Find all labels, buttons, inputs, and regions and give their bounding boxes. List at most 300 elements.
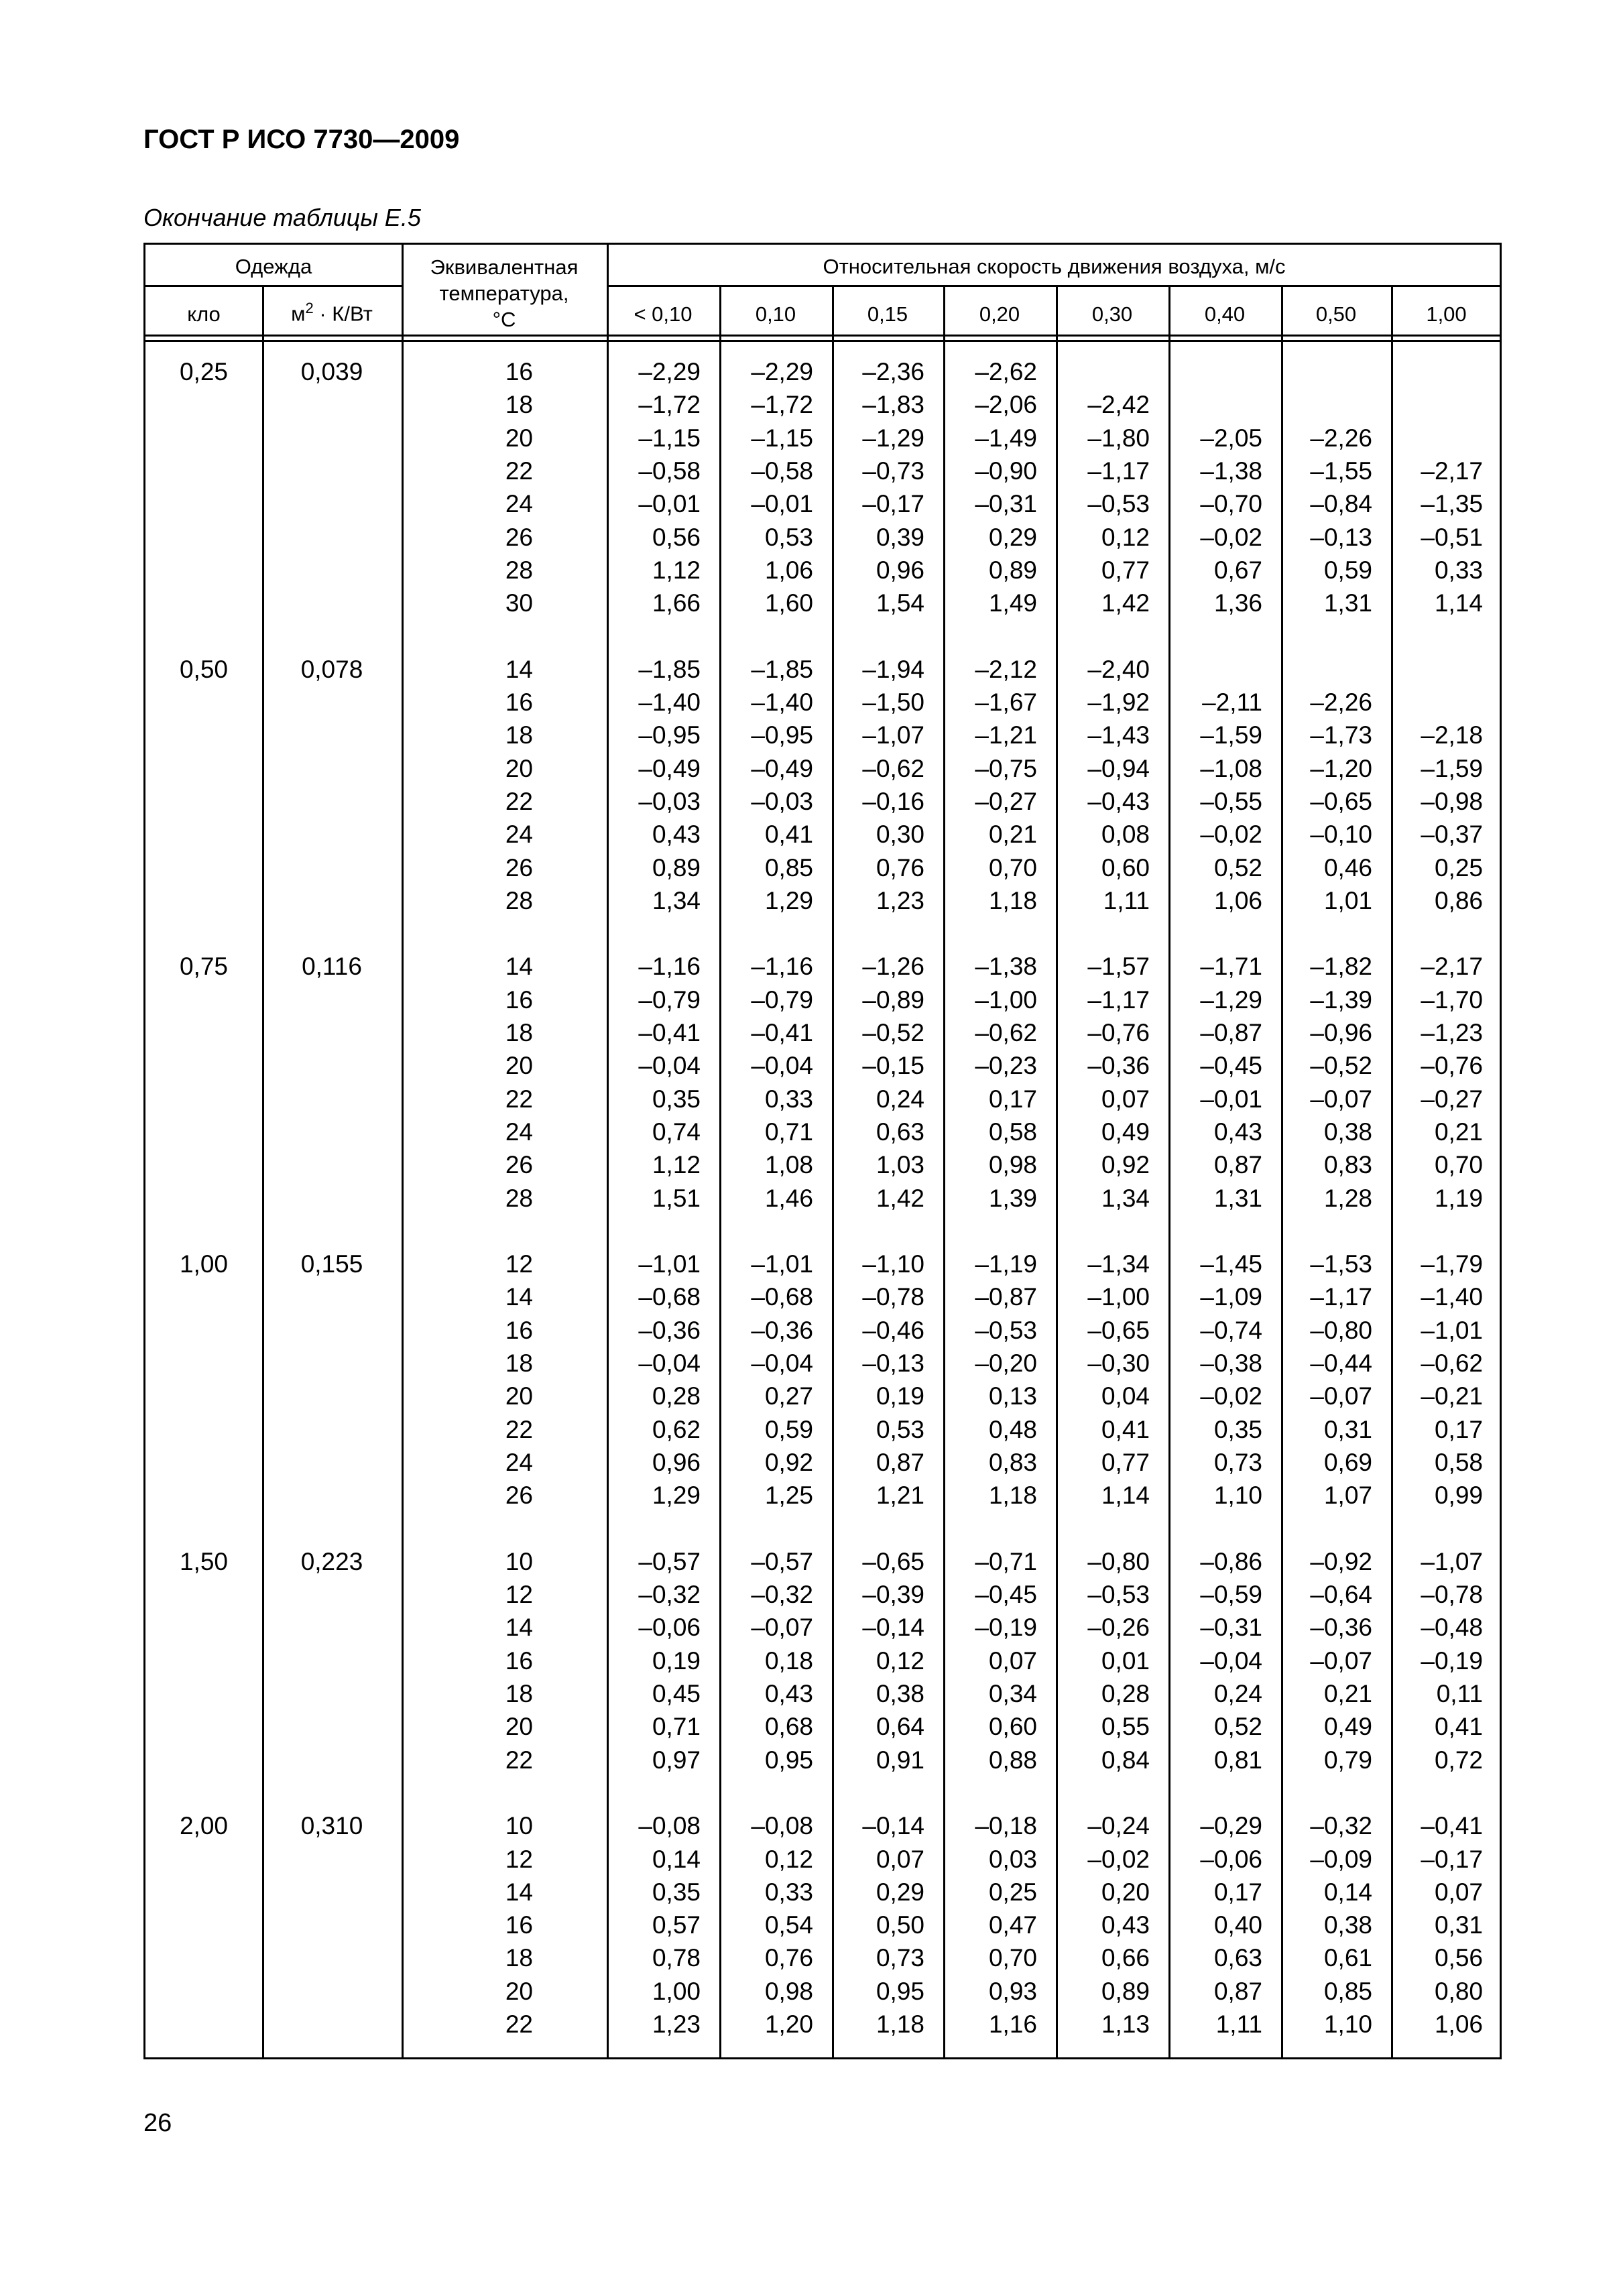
pmv-value: –0,04 [751, 1052, 813, 1080]
pmv-value: –1,80 [1087, 424, 1150, 452]
pmv-value: 1,66 [652, 589, 701, 617]
temperature-value: 18 [505, 1944, 533, 1972]
temperature-value: 12 [505, 1250, 533, 1278]
clo-value: 0,75 [179, 953, 228, 981]
pmv-value: –1,85 [751, 655, 813, 683]
pmv-value: –1,19 [975, 1250, 1037, 1278]
header-m2-sup: 2 [305, 300, 314, 316]
pmv-value: 0,28 [1101, 1680, 1150, 1707]
pmv-value: –0,46 [862, 1316, 924, 1344]
temperature-value: 22 [505, 2010, 533, 2038]
pmv-value: –0,65 [1310, 787, 1372, 815]
temperature-value: 22 [505, 1415, 533, 1443]
pmv-value: –0,07 [1310, 1085, 1372, 1113]
pmv-value: 0,85 [764, 853, 813, 882]
pmv-value: –0,64 [1310, 1581, 1372, 1609]
pmv-value: –1,08 [1200, 754, 1262, 782]
pmv-value: 0,19 [652, 1646, 701, 1675]
pmv-value: –0,52 [1310, 1052, 1372, 1080]
pmv-value: 0,97 [652, 1746, 701, 1774]
pmv-value: –0,06 [638, 1614, 701, 1642]
pmv-value: –0,29 [1200, 1812, 1262, 1840]
pmv-value: 0,56 [1434, 1944, 1483, 1972]
document-title: ГОСТ Р ИСО 7730—2009 [143, 125, 460, 154]
pmv-value: 1,31 [1213, 1184, 1262, 1212]
pmv-value: 0,38 [1323, 1117, 1372, 1146]
pmv-value: –0,04 [638, 1052, 701, 1080]
pmv-value: 1,25 [764, 1482, 813, 1510]
pmv-value: 0,21 [1434, 1117, 1483, 1146]
pmv-value: 1,11 [1103, 886, 1150, 914]
pmv-value: 1,06 [1213, 886, 1262, 914]
pmv-value: –0,62 [975, 1019, 1037, 1046]
pmv-value: 0,33 [764, 1085, 813, 1113]
pmv-value: –0,79 [751, 985, 813, 1014]
pmv-value: –0,17 [1421, 1845, 1483, 1873]
pmv-value: 1,13 [1101, 2010, 1150, 2038]
pmv-value: 0,49 [1101, 1117, 1150, 1146]
pmv-value: 0,99 [1434, 1482, 1483, 1510]
pmv-value: 0,07 [988, 1646, 1037, 1675]
temperature-value: 14 [505, 1614, 533, 1642]
pmv-value: 1,54 [876, 589, 924, 617]
temperature-value: 20 [505, 1713, 533, 1741]
pmv-value: –0,87 [975, 1283, 1037, 1311]
pmv-value: –0,41 [1421, 1812, 1483, 1840]
temperature-value: 24 [505, 1117, 533, 1146]
pmv-value: 0,63 [1213, 1944, 1262, 1972]
pmv-value: 0,19 [876, 1382, 924, 1410]
pmv-value: 0,60 [1101, 853, 1150, 882]
temperature-value: 20 [505, 1382, 533, 1410]
pmv-value: 0,84 [1101, 1746, 1150, 1774]
rcl-value: 0,078 [300, 655, 363, 683]
pmv-value: 0,52 [1213, 853, 1262, 882]
pmv-value: 0,92 [764, 1448, 813, 1476]
pmv-value: –0,49 [638, 754, 701, 782]
header-equiv-temp [402, 254, 607, 333]
pmv-value: 0,73 [876, 1944, 924, 1972]
pmv-value: –0,73 [862, 457, 924, 485]
rcl-value: 0,039 [300, 358, 363, 385]
pmv-value: 0,57 [652, 1911, 701, 1939]
pmv-value: –0,62 [1421, 1349, 1483, 1377]
pmv-value: 1,18 [988, 1482, 1037, 1510]
pmv-value: –0,32 [638, 1581, 701, 1609]
pmv-value: 0,34 [988, 1680, 1037, 1707]
table-divider [145, 340, 1502, 342]
pmv-value: 0,43 [652, 821, 701, 849]
temperature-value: 14 [505, 1283, 533, 1311]
temperature-value: 16 [505, 688, 533, 716]
pmv-value: –0,17 [862, 490, 924, 518]
rcl-value: 0,310 [300, 1812, 363, 1840]
pmv-value: 0,38 [1323, 1911, 1372, 1939]
pmv-value: 0,96 [652, 1448, 701, 1476]
pmv-value: 1,34 [652, 886, 701, 914]
header-m2: м [291, 302, 306, 326]
pmv-value: 0,07 [876, 1845, 924, 1873]
data-table [143, 243, 1502, 2059]
header-equiv-temp-line1: Эквивалентная [430, 255, 579, 279]
table-divider [607, 285, 1502, 287]
pmv-value: –0,31 [1200, 1614, 1262, 1642]
clo-value: 1,50 [179, 1547, 228, 1575]
pmv-value: –2,26 [1310, 688, 1372, 716]
pmv-value: 0,83 [1323, 1151, 1372, 1179]
pmv-value: –0,65 [1087, 1316, 1150, 1344]
pmv-value: 1,10 [1323, 2010, 1372, 2038]
pmv-value: –1,79 [1421, 1250, 1483, 1278]
pmv-value: 0,46 [1323, 853, 1372, 882]
table-divider [145, 285, 402, 287]
pmv-value: –0,04 [1200, 1646, 1262, 1675]
pmv-value: 0,73 [1213, 1448, 1262, 1476]
pmv-value: –1,15 [638, 424, 701, 452]
pmv-value: 0,21 [1323, 1680, 1372, 1707]
pmv-value: 0,35 [652, 1085, 701, 1113]
pmv-value: –0,19 [975, 1614, 1037, 1642]
pmv-value: 0,35 [1213, 1415, 1262, 1443]
pmv-value: –0,53 [1087, 490, 1150, 518]
pmv-value: –1,07 [862, 721, 924, 749]
pmv-value: 0,48 [988, 1415, 1037, 1443]
pmv-value: 0,77 [1101, 1448, 1150, 1476]
pmv-value: 1,18 [988, 886, 1037, 914]
pmv-value: –0,32 [1310, 1812, 1372, 1840]
clo-value: 1,00 [179, 1250, 228, 1278]
pmv-value: –1,50 [862, 688, 924, 716]
pmv-value: –0,03 [638, 787, 701, 815]
pmv-value: 0,12 [1101, 523, 1150, 551]
pmv-value: –0,41 [751, 1019, 813, 1046]
pmv-value: –1,16 [638, 953, 701, 981]
pmv-value: –2,11 [1202, 688, 1262, 716]
pmv-value: 1,11 [1215, 2010, 1262, 2038]
pmv-value: 0,70 [988, 853, 1037, 882]
pmv-value: 0,08 [1101, 821, 1150, 849]
pmv-value: 0,33 [764, 1878, 813, 1906]
pmv-value: 0,31 [1323, 1415, 1372, 1443]
pmv-value: 0,79 [1323, 1746, 1372, 1774]
pmv-value: –0,04 [638, 1349, 701, 1377]
pmv-value: 1,06 [764, 556, 813, 584]
pmv-value: –1,71 [1200, 953, 1262, 981]
pmv-value: –1,45 [1200, 1250, 1262, 1278]
pmv-value: 0,41 [1434, 1713, 1483, 1741]
pmv-value: –2,29 [638, 358, 701, 385]
pmv-value: 1,23 [876, 886, 924, 914]
pmv-value: 0,95 [764, 1746, 813, 1774]
pmv-value: –1,07 [1421, 1547, 1483, 1575]
pmv-value: 1,16 [988, 2010, 1037, 2038]
pmv-value: –0,23 [975, 1052, 1037, 1080]
pmv-value: 1,14 [1101, 1482, 1150, 1510]
pmv-value: –0,94 [1087, 754, 1150, 782]
pmv-value: 1,51 [652, 1184, 701, 1212]
temperature-value: 28 [505, 556, 533, 584]
pmv-value: –0,31 [975, 490, 1037, 518]
pmv-value: –0,76 [1421, 1052, 1483, 1080]
pmv-value: –0,80 [1087, 1547, 1150, 1575]
pmv-value: –1,49 [975, 424, 1037, 452]
pmv-value: 1,08 [764, 1151, 813, 1179]
pmv-value: 0,31 [1434, 1911, 1483, 1939]
pmv-value: 0,95 [876, 1977, 924, 2005]
pmv-value: 1,39 [988, 1184, 1037, 1212]
pmv-value: –0,14 [862, 1614, 924, 1642]
pmv-value: 1,34 [1101, 1184, 1150, 1212]
pmv-value: –0,32 [751, 1581, 813, 1609]
pmv-value: –0,27 [975, 787, 1037, 815]
pmv-value: –0,10 [1310, 821, 1372, 849]
temperature-value: 30 [505, 589, 533, 617]
temperature-value: 26 [505, 1151, 533, 1179]
pmv-value: –0,08 [638, 1812, 701, 1840]
pmv-value: –0,02 [1200, 523, 1262, 551]
pmv-value: –0,19 [1421, 1646, 1483, 1675]
pmv-value: –0,49 [751, 754, 813, 782]
header-m2-rest: · К/Вт [313, 302, 373, 326]
pmv-value: 0,17 [1213, 1878, 1262, 1906]
pmv-value: –1,72 [751, 391, 813, 419]
pmv-value: 0,29 [876, 1878, 924, 1906]
pmv-value: 0,67 [1213, 556, 1262, 584]
pmv-value: –1,01 [1421, 1316, 1483, 1344]
pmv-value: 0,25 [988, 1878, 1037, 1906]
pmv-value: –0,14 [862, 1812, 924, 1840]
pmv-value: 0,77 [1101, 556, 1150, 584]
pmv-value: –0,55 [1200, 787, 1262, 815]
pmv-value: –0,21 [1421, 1382, 1483, 1410]
pmv-value: –0,43 [1087, 787, 1150, 815]
pmv-value: –1,67 [975, 688, 1037, 716]
pmv-value: –0,27 [1421, 1085, 1483, 1113]
pmv-value: –1,57 [1087, 953, 1150, 981]
pmv-value: 0,01 [1101, 1646, 1150, 1675]
pmv-value: 0,03 [988, 1845, 1037, 1873]
pmv-value: –1,17 [1087, 457, 1150, 485]
pmv-value: 0,27 [764, 1382, 813, 1410]
pmv-value: 1,06 [1434, 2010, 1483, 2038]
pmv-value: 0,24 [1213, 1680, 1262, 1707]
pmv-value: 0,50 [876, 1911, 924, 1939]
temperature-value: 26 [505, 523, 533, 551]
pmv-value: 0,68 [764, 1713, 813, 1741]
pmv-value: –0,53 [975, 1316, 1037, 1344]
pmv-value: 0,69 [1323, 1448, 1372, 1476]
pmv-value: 0,80 [1434, 1977, 1483, 2005]
pmv-value: 0,61 [1323, 1944, 1372, 1972]
pmv-value: –1,00 [1087, 1283, 1150, 1311]
temperature-value: 26 [505, 853, 533, 882]
pmv-value: –0,36 [638, 1316, 701, 1344]
pmv-value: 0,07 [1434, 1878, 1483, 1906]
temperature-value: 28 [505, 886, 533, 914]
temperature-value: 16 [505, 1316, 533, 1344]
pmv-value: –1,01 [751, 1250, 813, 1278]
pmv-value: –1,16 [751, 953, 813, 981]
pmv-value: –0,18 [975, 1812, 1037, 1840]
pmv-value: –0,44 [1310, 1349, 1372, 1377]
header-speed: 0,40 [1204, 302, 1246, 326]
pmv-value: –1,70 [1421, 985, 1483, 1014]
pmv-value: –0,75 [975, 754, 1037, 782]
pmv-value: 1,07 [1323, 1482, 1372, 1510]
pmv-value: –0,36 [751, 1316, 813, 1344]
clo-value: 0,50 [179, 655, 228, 683]
pmv-value: –0,07 [1310, 1646, 1372, 1675]
pmv-value: –1,59 [1200, 721, 1262, 749]
pmv-value: 0,74 [652, 1117, 701, 1146]
header-m2kw [262, 300, 402, 326]
temperature-value: 22 [505, 1085, 533, 1113]
pmv-value: –2,42 [1087, 391, 1150, 419]
pmv-value: –0,98 [1421, 787, 1483, 815]
header-equiv-temp-line2: температура, [439, 282, 569, 305]
pmv-value: –0,70 [1200, 490, 1262, 518]
pmv-value: –1,38 [975, 953, 1037, 981]
temperature-value: 20 [505, 754, 533, 782]
pmv-value: –0,41 [638, 1019, 701, 1046]
pmv-value: –0,01 [751, 490, 813, 518]
pmv-value: –0,04 [751, 1349, 813, 1377]
pmv-value: –1,29 [1200, 985, 1262, 1014]
temperature-value: 14 [505, 953, 533, 981]
pmv-value: 1,14 [1434, 589, 1483, 617]
pmv-value: –1,94 [862, 655, 924, 683]
pmv-value: –0,96 [1310, 1019, 1372, 1046]
pmv-value: –1,35 [1421, 490, 1483, 518]
pmv-value: 0,33 [1434, 556, 1483, 584]
pmv-value: 1,23 [652, 2010, 701, 2038]
pmv-value: 0,21 [988, 821, 1037, 849]
pmv-value: 0,56 [652, 523, 701, 551]
pmv-value: –2,06 [975, 391, 1037, 419]
pmv-value: 0,63 [876, 1117, 924, 1146]
pmv-value: –0,07 [751, 1614, 813, 1642]
pmv-value: –0,39 [862, 1581, 924, 1609]
pmv-value: –0,13 [1310, 523, 1372, 551]
pmv-value: –2,36 [862, 358, 924, 385]
pmv-value: 1,49 [988, 589, 1037, 617]
pmv-value: 0,98 [764, 1977, 813, 2005]
pmv-value: 1,28 [1323, 1184, 1372, 1212]
pmv-value: –1,21 [975, 721, 1037, 749]
pmv-value: 0,11 [1436, 1680, 1483, 1707]
pmv-value: 0,62 [652, 1415, 701, 1443]
pmv-value: 0,07 [1101, 1085, 1150, 1113]
temperature-value: 22 [505, 1746, 533, 1774]
pmv-value: –2,18 [1421, 721, 1483, 749]
pmv-value: 0,14 [1323, 1878, 1372, 1906]
pmv-value: 0,38 [876, 1680, 924, 1707]
temperature-value: 26 [505, 1482, 533, 1510]
clo-value: 2,00 [179, 1812, 228, 1840]
pmv-value: 0,78 [652, 1944, 701, 1972]
pmv-value: –0,65 [862, 1547, 924, 1575]
temperature-value: 18 [505, 1680, 533, 1707]
pmv-value: –1,00 [975, 985, 1037, 1014]
header-speed: 0,30 [1091, 302, 1133, 326]
pmv-value: 0,87 [1213, 1977, 1262, 2005]
pmv-value: –2,29 [751, 358, 813, 385]
pmv-value: –1,40 [751, 688, 813, 716]
pmv-value: –0,86 [1200, 1547, 1262, 1575]
table-divider [262, 285, 264, 2059]
pmv-value: –0,74 [1200, 1316, 1262, 1344]
pmv-value: 0,89 [652, 853, 701, 882]
pmv-value: –0,13 [862, 1349, 924, 1377]
pmv-value: 0,60 [988, 1713, 1037, 1741]
pmv-value: 1,60 [764, 589, 813, 617]
pmv-value: 0,96 [876, 556, 924, 584]
pmv-value: –0,59 [1200, 1581, 1262, 1609]
rcl-value: 0,116 [302, 953, 362, 981]
temperature-value: 18 [505, 1019, 533, 1046]
pmv-value: 1,42 [1101, 589, 1150, 617]
temperature-value: 28 [505, 1184, 533, 1212]
pmv-value: –0,80 [1310, 1316, 1372, 1344]
page-number: 26 [143, 2109, 172, 2137]
temperature-value: 16 [505, 1911, 533, 1939]
pmv-value: –1,34 [1087, 1250, 1150, 1278]
temperature-value: 18 [505, 1349, 533, 1377]
pmv-value: 0,58 [1434, 1448, 1483, 1476]
pmv-value: 0,71 [764, 1117, 813, 1146]
pmv-value: 0,89 [988, 556, 1037, 584]
header-speed: 0,20 [979, 302, 1020, 326]
pmv-value: 1,10 [1213, 1482, 1262, 1510]
pmv-value: 0,72 [1434, 1746, 1483, 1774]
pmv-value: –1,55 [1310, 457, 1372, 485]
pmv-value: –1,40 [1421, 1283, 1483, 1311]
pmv-value: –1,59 [1421, 754, 1483, 782]
pmv-value: –1,15 [751, 424, 813, 452]
header-speed: 0,15 [867, 302, 908, 326]
pmv-value: –1,17 [1087, 985, 1150, 1014]
pmv-value: 0,35 [652, 1878, 701, 1906]
pmv-value: 1,03 [876, 1151, 924, 1179]
rcl-value: 0,155 [300, 1250, 363, 1278]
pmv-value: –0,57 [638, 1547, 701, 1575]
pmv-value: –0,53 [1087, 1581, 1150, 1609]
pmv-value: 0,18 [764, 1646, 813, 1675]
pmv-value: 0,20 [1101, 1878, 1150, 1906]
pmv-value: 0,53 [876, 1415, 924, 1443]
rcl-value: 0,223 [300, 1547, 363, 1575]
pmv-value: 1,29 [652, 1482, 701, 1510]
temperature-value: 20 [505, 1977, 533, 2005]
pmv-value: –0,09 [1310, 1845, 1372, 1873]
pmv-value: 0,54 [764, 1911, 813, 1939]
header-clothing: Одежда [235, 255, 312, 278]
pmv-value: –0,84 [1310, 490, 1372, 518]
pmv-value: 0,43 [1213, 1117, 1262, 1146]
pmv-value: –1,09 [1200, 1283, 1262, 1311]
pmv-value: –0,36 [1087, 1052, 1150, 1080]
table-caption: Окончание таблицы Е.5 [143, 204, 421, 231]
pmv-value: 0,76 [876, 853, 924, 882]
pmv-value: 0,86 [1434, 886, 1483, 914]
pmv-value: –0,48 [1421, 1614, 1483, 1642]
pmv-value: –0,78 [1421, 1581, 1483, 1609]
pmv-value: –0,68 [638, 1283, 701, 1311]
pmv-value: 0,29 [988, 523, 1037, 551]
pmv-value: 0,66 [1101, 1944, 1150, 1972]
pmv-value: –2,17 [1421, 953, 1483, 981]
pmv-value: –1,92 [1087, 688, 1150, 716]
